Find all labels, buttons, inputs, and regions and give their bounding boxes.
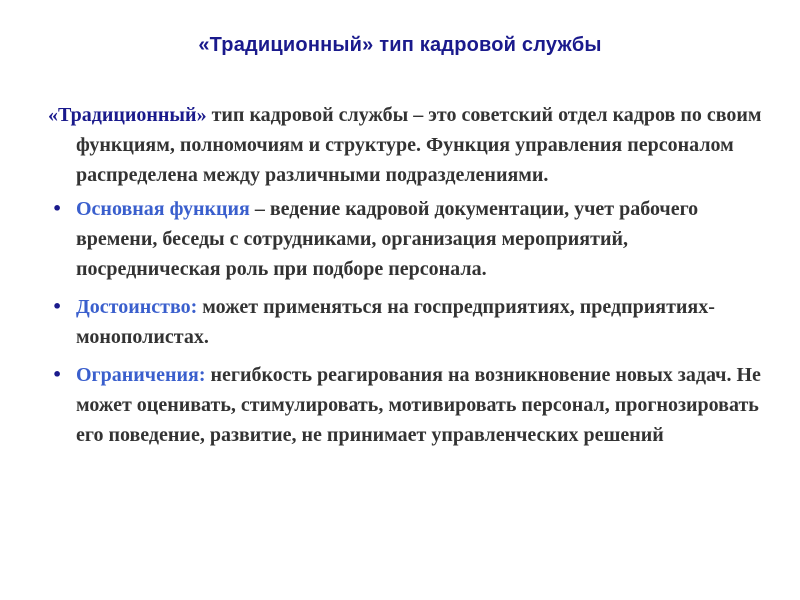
- intro-text: тип кадровой службы – это советский отдел кадров по своим функциям, полномочиям и структуре. Функция управления персоналом распределена между различными подразделениями.: [76, 104, 762, 186]
- intro-paragraph: [48, 100, 768, 190]
- bullet-item-advantage: [48, 292, 768, 352]
- intro-lead: «Традиционный»: [48, 104, 207, 126]
- slide-title: «Традиционный» тип кадровой службы: [198, 34, 602, 56]
- bullet-icon: •: [52, 199, 63, 218]
- bullet-item-main-function: [48, 194, 768, 284]
- bullet-term: Ограничения:: [76, 364, 206, 386]
- bullet-list: [48, 194, 768, 450]
- bullet-item-limitations: [48, 360, 768, 450]
- bullet-term: Основная функция: [76, 198, 250, 220]
- bullet-text: может применяться на госпредприятиях, предприятиях-монополистах.: [76, 296, 715, 348]
- slide-body: [48, 100, 768, 458]
- bullet-icon: •: [52, 365, 63, 384]
- bullet-term: Достоинство:: [76, 296, 198, 318]
- bullet-icon: •: [52, 297, 63, 316]
- bullet-text: негибкость реагирования на возникновение новых задач. Не может оценивать, стимулировать, мотивировать персонал, прогнозировать его поведение, развитие, не принимает управленческих решений: [76, 364, 761, 446]
- bullet-text: – ведение кадровой документации, учет рабочего времени, беседы с сотрудниками, организация мероприятий, посредническая роль при подборе персонала.: [76, 198, 699, 280]
